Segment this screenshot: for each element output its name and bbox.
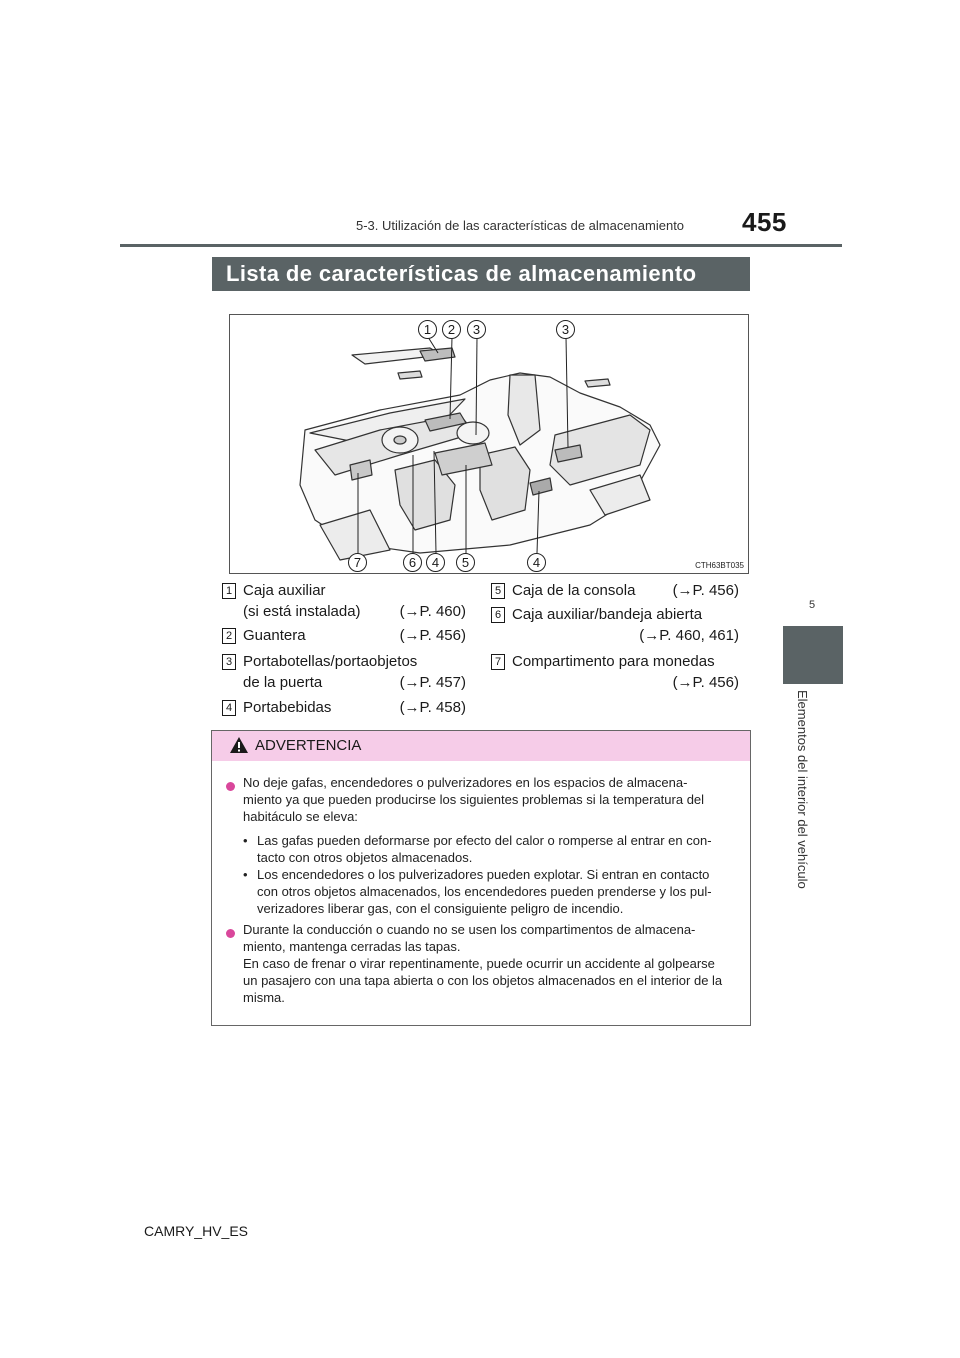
callout-7-bottom: 7 xyxy=(348,553,367,572)
legend-number: 1 xyxy=(222,583,236,599)
legend-item-3 xyxy=(214,651,476,695)
page-ref: (→P. 456) xyxy=(672,674,739,691)
page-number: 455 xyxy=(742,207,787,237)
warning-line: miento ya que pueden producirse los siguientes problemas si la temperatura del xyxy=(243,792,705,807)
legend-label: Guantera xyxy=(243,627,306,644)
callout-2-top: 2 xyxy=(442,320,461,339)
legend-item-2 xyxy=(214,625,476,647)
legend-label: Portabebidas xyxy=(243,699,332,716)
bullet-dot xyxy=(226,782,235,791)
warning-line: verizadores liberar gas, con el consiguiente peligro de incendio. xyxy=(257,901,624,916)
legend-label-2: de la puerta xyxy=(243,674,323,691)
callout-6-bottom: 6 xyxy=(403,553,422,572)
warning-title: ADVERTENCIA xyxy=(255,737,362,754)
callout-3b-top: 3 xyxy=(556,320,575,339)
chapter-tab xyxy=(783,626,843,684)
callout-1-top: 1 xyxy=(418,320,437,339)
legend-number: 2 xyxy=(222,628,236,644)
page-ref: (→P. 456) xyxy=(672,582,739,599)
legend-item-5 xyxy=(485,580,747,602)
warning-paragraph-2 xyxy=(243,921,743,1006)
section-label: 5-3. Utilización de las características de almacenamiento xyxy=(356,218,685,233)
legend-label: Caja de la consola xyxy=(512,582,636,599)
legend-item-1 xyxy=(214,580,476,624)
legend-number: 4 xyxy=(222,700,236,716)
header-rule xyxy=(120,244,842,247)
legend-label: Portabotellas/portaobjetos xyxy=(243,653,418,670)
legend-item-6 xyxy=(485,604,747,648)
legend-item-7 xyxy=(485,651,747,695)
warning-line: habitáculo se eleva: xyxy=(243,809,358,824)
chapter-number: 5 xyxy=(809,599,816,611)
legend-number: 5 xyxy=(491,583,505,599)
warning-line: un pasajero con una tapa abierta o con los objetos almacenados en el interior de la xyxy=(243,973,723,988)
page-ref: (→P. 460) xyxy=(399,603,466,620)
legend-number: 3 xyxy=(222,654,236,670)
page-ref: (→P. 457) xyxy=(399,674,466,691)
car-interior-drawing xyxy=(230,315,750,575)
bullet-dot xyxy=(226,929,235,938)
warning-line: En caso de frenar o virar repentinamente, puede ocurrir un accidente al golpearse xyxy=(243,956,715,971)
legend-label: Caja auxiliar/bandeja abierta xyxy=(512,606,703,623)
page-ref: (→P. 460, 461) xyxy=(639,627,739,644)
callout-4-bottom: 4 xyxy=(426,553,445,572)
chapter-title: Elementos del interior del vehículo xyxy=(795,690,810,889)
warning-line: Durante la conducción o cuando no se usen los compartimentos de almacena- xyxy=(243,922,696,937)
warning-subitem-1 xyxy=(243,832,743,866)
sub-bullet: • xyxy=(243,833,248,848)
callout-4b-bottom: 4 xyxy=(527,553,546,572)
legend-number: 7 xyxy=(491,654,505,670)
warning-paragraph-1 xyxy=(243,774,743,825)
callout-3-top: 3 xyxy=(467,320,486,339)
page-title: Lista de características de almacenamiento xyxy=(212,257,750,291)
warning-triangle-icon xyxy=(229,736,249,754)
legend-number: 6 xyxy=(491,607,505,623)
sub-bullet: • xyxy=(243,867,248,882)
figure-code: CTH63BT035 xyxy=(695,561,744,570)
callout-5-bottom: 5 xyxy=(456,553,475,572)
legend-item-4 xyxy=(214,697,476,719)
warning-line: con otros objetos almacenados, los encendedores pueden prenderse y los pul- xyxy=(257,884,712,899)
warning-line: No deje gafas, encendedores o pulverizadores en los espacios de almacena- xyxy=(243,775,688,790)
interior-illustration xyxy=(229,314,749,574)
page-ref: (→P. 456) xyxy=(399,627,466,644)
legend-label-2: (si está instalada) xyxy=(243,603,361,620)
warning-line: Las gafas pueden deformarse por efecto del calor o romperse al entrar en con- xyxy=(257,833,712,848)
warning-subitem-2 xyxy=(243,866,743,917)
footer-model-code: CAMRY_HV_ES xyxy=(144,1223,249,1239)
warning-line: misma. xyxy=(243,990,285,1005)
warning-line: Los encendedores o los pulverizadores pueden explotar. Si entran en contacto xyxy=(257,867,710,882)
legend-label: Caja auxiliar xyxy=(243,582,326,599)
warning-line: miento, mantenga cerradas las tapas. xyxy=(243,939,461,954)
page-ref: (→P. 458) xyxy=(399,699,466,716)
warning-line: tacto con otros objetos almacenados. xyxy=(257,850,473,865)
legend-label: Compartimento para monedas xyxy=(512,653,715,670)
